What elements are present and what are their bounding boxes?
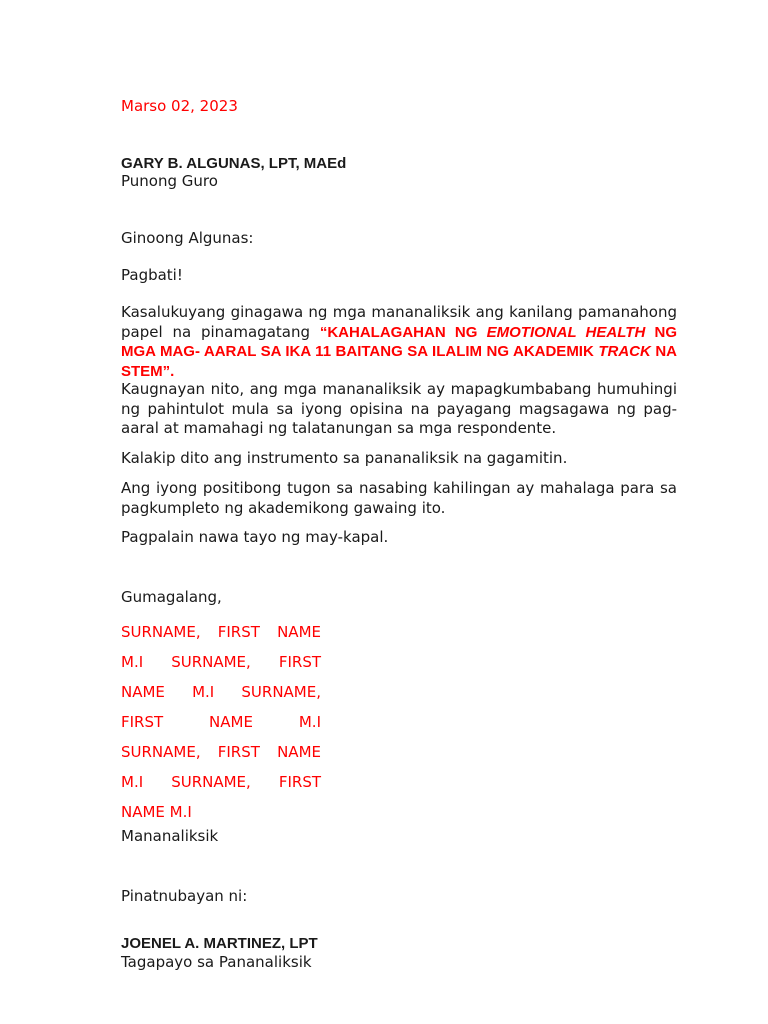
closing: Gumagalang, (121, 588, 222, 606)
signatory-line: M.I SURNAME, FIRST (121, 653, 321, 671)
study-title-part1: “KAHALAGAHAN NG (319, 323, 487, 341)
paragraph-request: Kaugnayan nito, ang mga mananaliksik ay mapagkumbabang humuhingi ng pahintulot mula sa iyong opisina na payagang magsagawa ng pag-aaral at mamahagi ng talatanungan sa mga respondente. (121, 380, 677, 437)
study-title-italic1: EMOTIONAL HEALTH (486, 323, 646, 341)
signatory-line: FIRST NAME M.I (121, 713, 321, 731)
salutation: Ginoong Algunas: (121, 229, 254, 247)
recipient-title: Punong Guro (121, 172, 218, 190)
signatory-line: SURNAME, FIRST NAME (121, 743, 321, 761)
paragraph-intro (121, 303, 677, 381)
recipient-name: GARY B. ALGUNAS, LPT, MAEd (121, 155, 347, 172)
study-title-part2: NG MGA MAG- AARAL SA IKA 11 BAITANG SA ILALIM NG AKADEMIK (121, 323, 678, 360)
study-title-italic2: TRACK (598, 343, 651, 360)
adviser-title: Tagapayo sa Pananaliksik (121, 953, 312, 971)
adviser-name: JOENEL A. MARTINEZ, LPT (121, 935, 318, 952)
letter-page (121, 0, 677, 1024)
paragraph-intro-text: Kasalukuyang ginagawa ng mga mananaliksik ang kanilang pamanahong papel na pinamagatang (121, 303, 677, 341)
paragraph-attachment: Kalakip dito ang instrumento sa pananaliksik na gagamitin. (121, 449, 568, 467)
signatory-line: M.I SURNAME, FIRST (121, 773, 321, 791)
signatory-line: SURNAME, FIRST NAME (121, 623, 321, 641)
paragraph-blessing: Pagpalain nawa tayo ng may-kapal. (121, 528, 389, 546)
noted-by-label: Pinatnubayan ni: (121, 887, 248, 905)
letter-date: Marso 02, 2023 (121, 97, 238, 115)
signatory-line: NAME M.I (121, 803, 192, 821)
study-title-part3: NA STEM”. (121, 343, 677, 380)
greeting: Pagbati! (121, 266, 183, 284)
signatories-block (121, 617, 321, 827)
signatory-line: NAME M.I SURNAME, (121, 683, 321, 701)
paragraph-response: Ang iyong positibong tugon sa nasabing kahilingan ay mahalaga para sa pagkumpleto ng akademikong gawaing ito. (121, 479, 677, 517)
signatories-role: Mananaliksik (121, 827, 219, 845)
